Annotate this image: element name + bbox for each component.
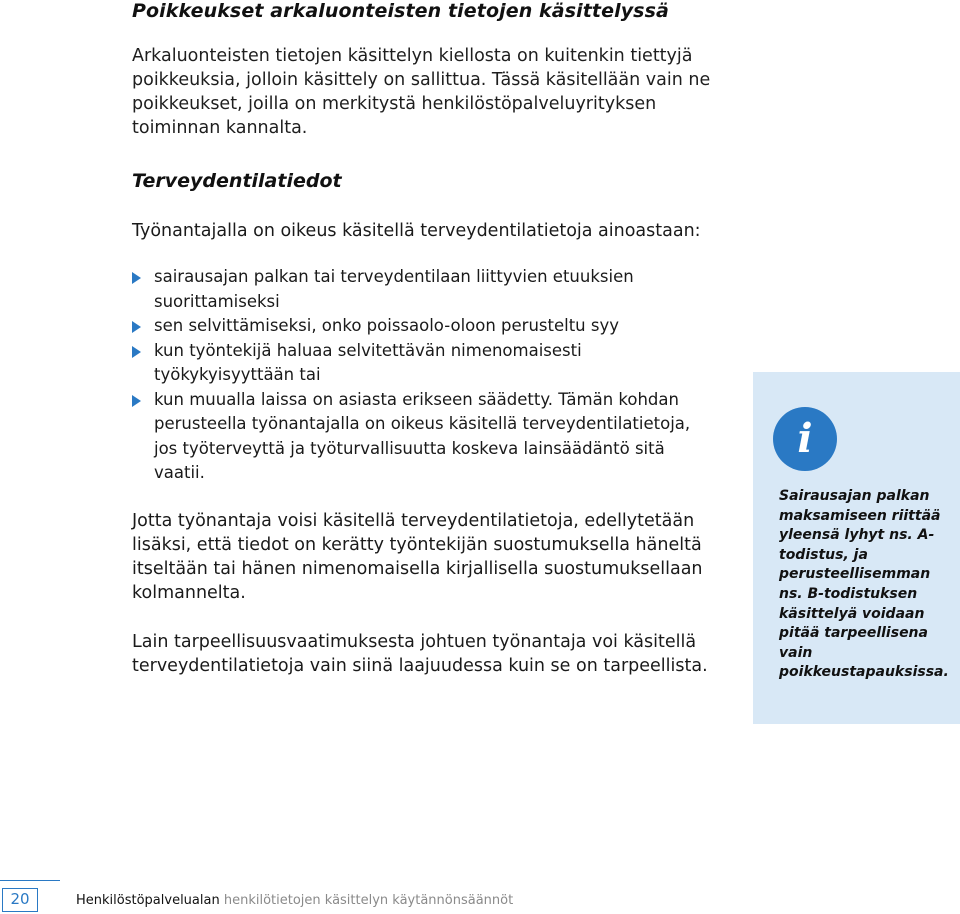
necessity-paragraph: Lain tarpeellisuusvaatimuksesta johtuen työnantaja voi käsitellä terveydentilatietoja vain siinä laajuudessa kuin se on tarpeellista. xyxy=(132,632,708,676)
page-number: 20 xyxy=(2,888,38,912)
footer-subtitle: henkilötietojen käsittelyn käytännönsäännöt xyxy=(223,893,514,908)
triangle-bullet-icon xyxy=(132,321,141,333)
triangle-bullet-icon xyxy=(132,395,141,407)
list-item-text: kun työntekijä haluaa selvitettävän nimenomaisesti työkykyisyyttään tai xyxy=(154,340,582,384)
list-item-text: sairausajan palkan tai terveydentilaan liittyvien etuuksien suorittamiseksi xyxy=(154,267,634,311)
list-item-text: kun muualla laissa on asiasta erikseen säädetty. Tämän kohdan perusteella työnantajalla on oikeus käsitellä terveydentilatietoja, jos työterveyttä ja työturvallisuutta koskeva lainsäädäntö sitä vaatii. xyxy=(154,389,691,482)
consent-paragraph: Jotta työnantaja voisi käsitellä terveydentilatietoja, edellytetään lisäksi, että tiedot on kerätty työntekijän suostumuksella häneltä itseltään tai hänen nimenomaisella kirjallisella suostumuksellaan kolmannelta. xyxy=(132,511,703,603)
triangle-bullet-icon xyxy=(132,346,141,358)
list-item-text: sen selvittämiseksi, onko poissaolo-oloon perusteltu syy xyxy=(154,316,620,335)
bullet-list xyxy=(132,265,692,486)
info-box xyxy=(753,372,960,724)
section-heading: Poikkeukset arkaluonteisten tietojen käsittelyssä xyxy=(132,0,669,22)
list-item xyxy=(132,388,692,486)
list-item xyxy=(132,339,692,388)
page-footer xyxy=(76,893,513,909)
page-number-rule xyxy=(0,880,60,881)
intro-paragraph: Arkaluonteisten tietojen käsittelyn kiellosta on kuitenkin tiettyjä poikkeuksia, jolloin käsittely on sallittua. Tässä käsitellään vain ne poikkeukset, joilla on merkitystä henkilöstöpalveluyrityksen toiminnan kannalta. xyxy=(132,46,711,138)
list-item xyxy=(132,265,692,314)
subheading: Terveydentilatiedot xyxy=(132,170,342,192)
footer-title: Henkilöstöpalvelualan xyxy=(76,893,220,908)
lead-paragraph: Työnantajalla on oikeus käsitellä terveydentilatietoja ainoastaan: xyxy=(132,221,701,241)
triangle-bullet-icon xyxy=(132,272,141,284)
info-box-text: Sairausajan palkan maksamiseen riittää yleensä lyhyt ns. A-todistus, ja perusteellisemman ns. B-todistuksen käsittelyä voidaan pitää tarpeellisena vain poikkeustapauksissa. xyxy=(779,488,949,681)
list-item xyxy=(132,314,692,339)
info-icon: i xyxy=(773,407,837,471)
